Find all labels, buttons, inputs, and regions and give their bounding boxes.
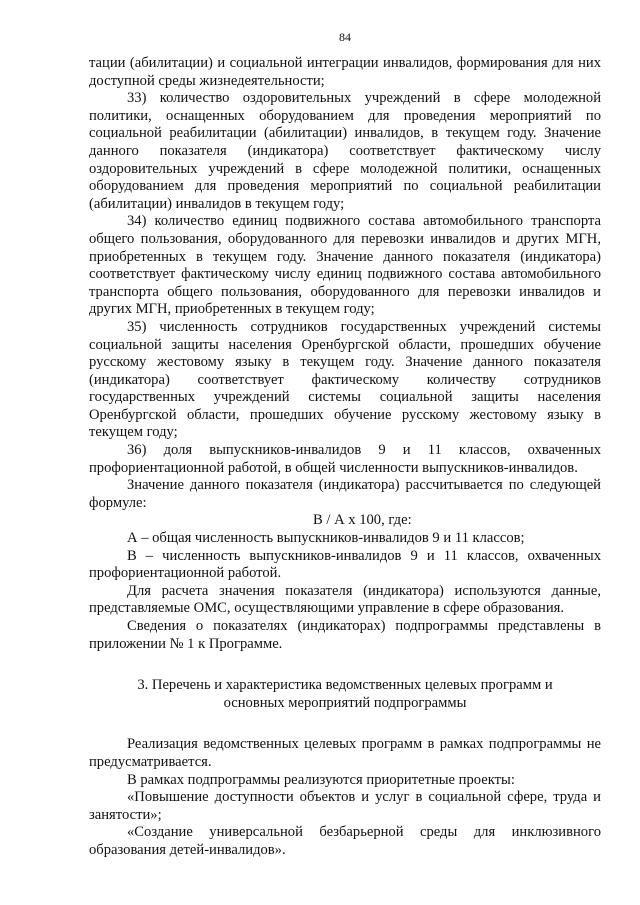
page-number: 84 [339,30,351,44]
paragraph-not-provided: Реализация ведомственных целевых программ в рамках подпрограммы не предусматривается. [89,736,601,770]
paragraph-priority-projects: В рамках подпрограммы реализуются приоритетные проекты: [127,771,515,788]
paragraph-project-1: «Повышение доступности объектов и услуг в социальной сфере, труда и занятости»; [89,789,601,823]
paragraph-data-source: Для расчета значения показателя (индикатора) используются данные, представляемые ОМС, осуществляющими управление в сфере образования. [89,582,601,617]
paragraph-item-33: 33) количество оздоровительных учреждений в сфере молодежной политики, оснащенных оборудованием для проведения мероприятий по социальной реабилитации (абилитации) инвалидов, в текущем году. Значение данного показателя (индикатора) соответствует фактическому числу оздоровительных учреждений в сфере молодежной политики, оснащенных оборудованием для проведения мероприятий по социальной реабилитации (абилитации) инвалидов в текущем году; [89,90,601,212]
paragraph-item-36: 36) доля выпускников-инвалидов 9 и 11 классов, охваченных профориентационной работой, в общей численности выпускников-инвалидов. [89,442,601,476]
paragraph-appendix-reference: Сведения о показателях (индикаторах) подпрограммы представлены в приложении № 1 к Программе. [89,618,601,652]
section-heading-line-1: 3. Перечень и характеристика ведомственных целевых программ и [137,677,553,694]
definition-b: В – численность выпускников-инвалидов 9 и 11 классов, охваченных профориентационной работой. [89,547,601,582]
paragraph-continuation: тации (абилитации) и социальной интеграции инвалидов, формирования для них доступной среды жизнедеятельности; [89,55,601,89]
section-heading-line-2: основных мероприятий подпрограммы [223,694,467,711]
paragraph-formula-intro: Значение данного показателя (индикатора) рассчитывается по следующей формуле: [89,477,601,511]
paragraph-item-35: 35) численность сотрудников государственных учреждений системы социальной защиты населения Оренбургской области, прошедших обучение русскому жестовому языку в текущем году. Значение данного показателя (индикатора) соответствует фактическому количеству сотрудников государственных учреждений системы социальной защиты населения Оренбургской области, прошедших обучение русскому жестовому языку в текущем году; [89,318,601,441]
paragraph-project-2: «Создание универсальной безбарьерной среды для инклюзивного образования детей-инвалидов». [89,824,601,858]
formula: В / А х 100, где: [313,512,412,529]
section-heading [89,677,601,712]
document-page [89,30,601,860]
definition-a: А – общая численность выпускников-инвалидов 9 и 11 классов; [127,530,525,547]
paragraph-item-34: 34) количество единиц подвижного состава автомобильного транспорта общего пользования, оборудованного для перевозки инвалидов и других МГН, приобретенных в текущем году. Значение данного показателя (индикатора) соответствует фактическому числу единиц подвижного состава автомобильного транспорта общего пользования, оборудованного для перевозки инвалидов и других МГН, приобретенных в текущем году; [89,213,601,318]
